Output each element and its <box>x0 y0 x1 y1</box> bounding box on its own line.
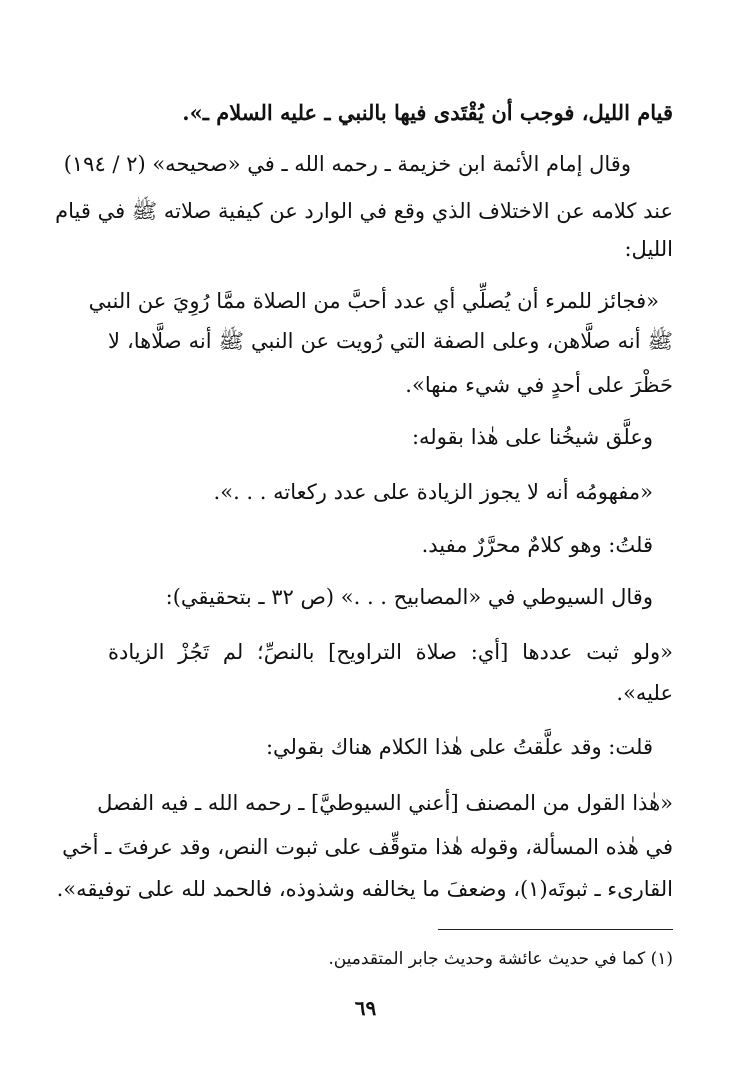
text-line-17: القارىء ـ ثبوتَه(١)، وضعفَ ما يخالفه وشذوذه، فالحمد لله على توفيقه». <box>56 877 673 901</box>
footnote: (١) كما في حديث عائشة وحديث جابر المتقدمين. <box>328 949 673 969</box>
page-number: ٦٩ <box>354 996 377 1020</box>
text-line-9: «مفهومُه أنه لا يجوز الزيادة على عدد ركعاته . . .». <box>213 480 653 504</box>
text-line-12: «ولو ثبت عددها [أي: صلاة التراويح] بالنصِّ؛ لم تَجُزْ الزيادة <box>108 640 673 664</box>
text-line-14: قلت: وقد علَّقتُ على هٰذا الكلام هناك بقولي: <box>265 735 653 759</box>
text-line-8: وعلَّق شيخُنا على هٰذا بقوله: <box>411 425 653 449</box>
text-line-3: عند كلامه عن الاختلاف الذي وقع في الوارد عن كيفية صلاته ﷺ في قيام <box>55 199 673 223</box>
text-line-16: في هٰذه المسألة، وقوله هٰذا متوقِّف على ثبوت النص، وقد عرفتَ ـ أخي <box>62 835 673 859</box>
footnote-divider <box>438 929 673 930</box>
text-line-10: قلتُ: وهو كلامٌ محرَّرٌ مفيد. <box>421 533 653 557</box>
text-line-15: «هٰذا القول من المصنف [أعني السيوطيَّ] ـ رحمه الله ـ فيه الفصل <box>97 791 673 815</box>
text-line-1: قيام الليل، فوجب أن يُقْتَدى فيها بالنبي ـ عليه السلام ـ». <box>182 100 673 125</box>
text-line-6: ﷺ أنه صلَّاهن، وعلى الصفة التي رُويت عن النبي ﷺ أنه صلَّاها، لا <box>108 329 673 353</box>
text-line-5: «فجائز للمرء أن يُصلِّي أي عدد أحبَّ من الصلاة ممَّا رُوِيَ عن النبي <box>88 289 659 313</box>
text-line-13: عليه». <box>616 681 673 705</box>
text-line-4: الليل: <box>624 237 673 261</box>
text-line-11: وقال السيوطي في «المصابيح . . .» (ص ٣٢ ـ بتحقيقي): <box>165 585 653 609</box>
text-line-7: حَظْرَ على أحدٍ في شيء منها». <box>405 373 673 397</box>
text-line-2: وقال إمام الأئمة ابن خزيمة ـ رحمه الله ـ في «صحيحه» (٢ / ١٩٤) <box>63 152 631 176</box>
